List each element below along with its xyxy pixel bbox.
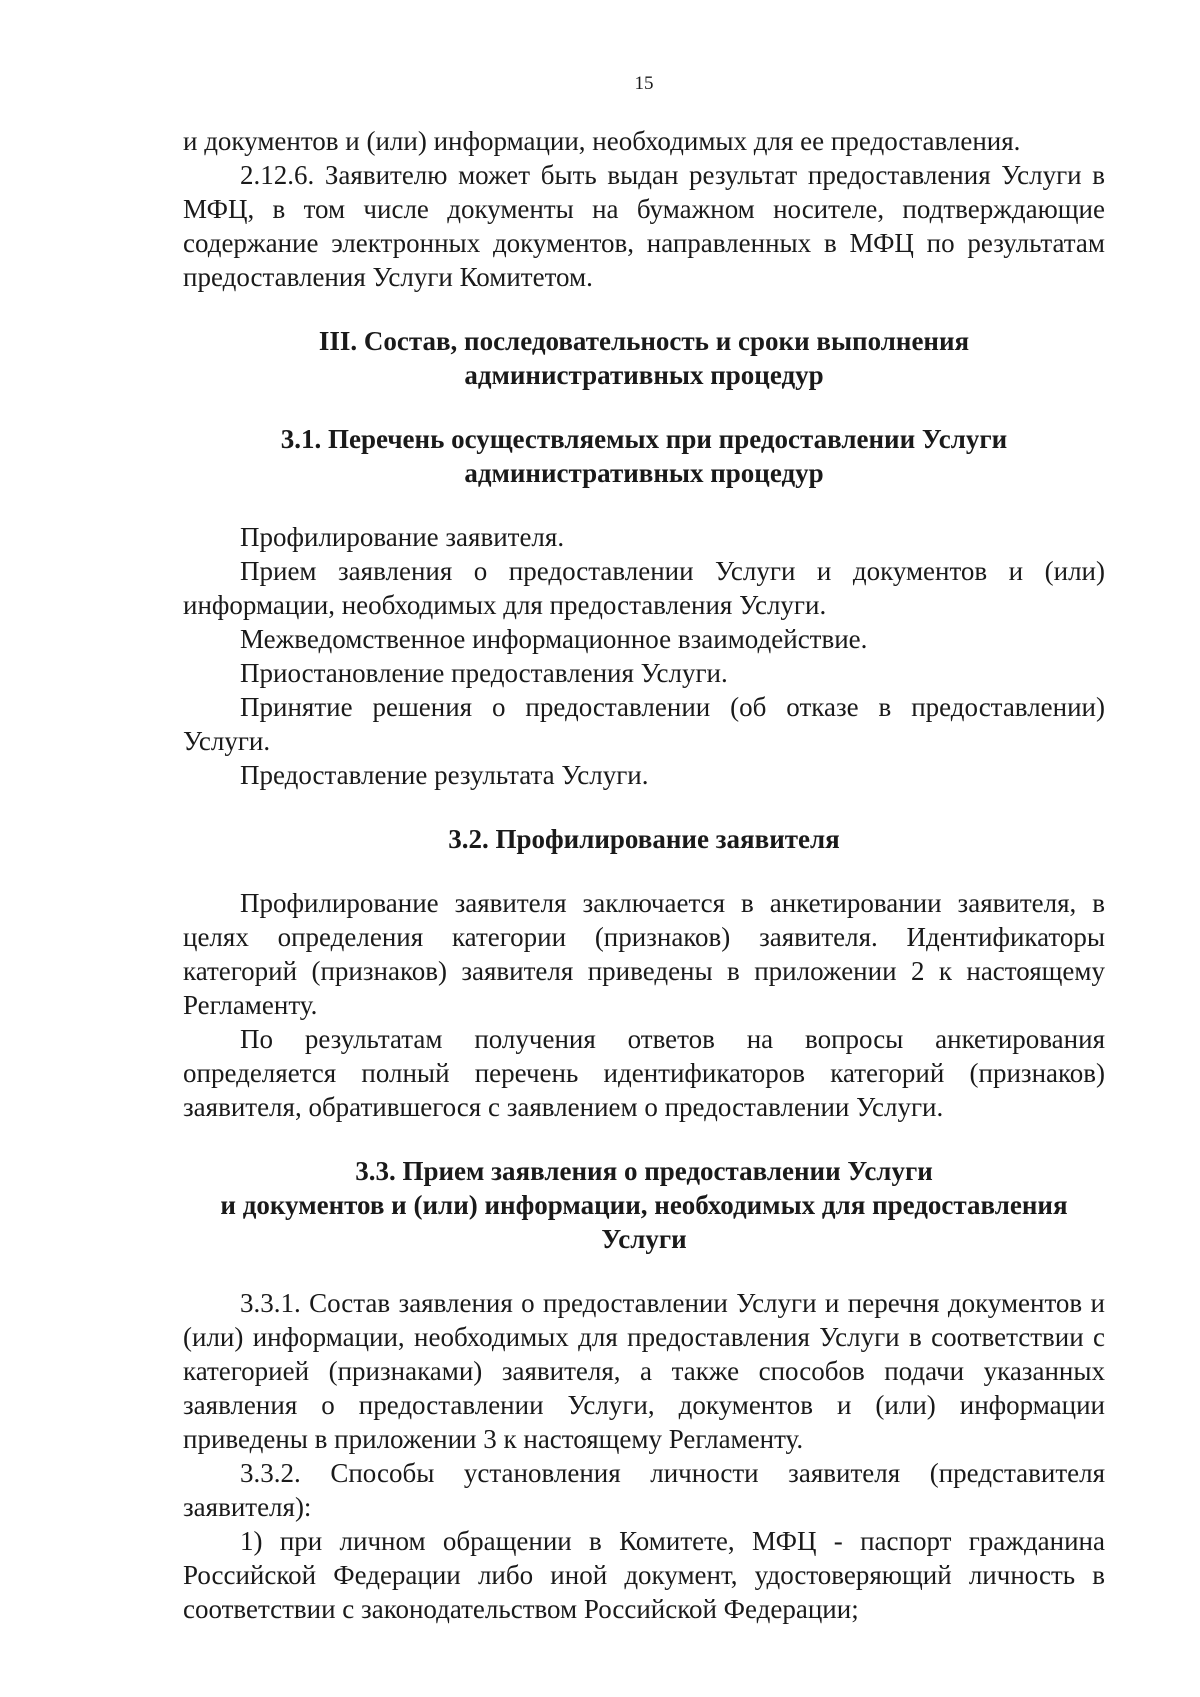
- subsection-3-1-heading-line2: административных процедур: [464, 458, 824, 488]
- procedure-item-6: Предоставление результата Услуги.: [240, 760, 649, 790]
- subsection-3-1-heading-line1: 3.1. Перечень осуществляемых при предоставлении Услуги: [280, 424, 1008, 454]
- subsection-3-3-heading-line2: и документов и (или) информации, необходимых для предоставления: [220, 1190, 1068, 1220]
- procedure-item-5: Принятие решения о предоставлении (об отказе в предоставлении) Услуги.: [183, 692, 1105, 756]
- paragraph-3-3-2-item-1: 1) при личном обращении в Комитете, МФЦ - паспорт гражданина Российской Федерации либо иной документ, удостоверяющий личность в соответствии с законодательством Российской Федерации;: [183, 1526, 1105, 1624]
- section-3-heading-line1: III. Состав, последовательность и сроки выполнения: [318, 326, 970, 356]
- subsection-3-3-heading-line3: Услуги: [601, 1224, 687, 1254]
- procedure-item-1: Профилирование заявителя.: [240, 522, 565, 552]
- paragraph-3-3-1: 3.3.1. Состав заявления о предоставлении Услуги и перечня документов и (или) информации, необходимых для предоставления Услуги в соответствии с категорией (признаками) заявителя, а также способов подачи указанных заявления о предоставлении Услуги, документов и (или) информации приведены в приложении 3 к настоящему Регламенту.: [183, 1288, 1105, 1454]
- paragraph-3-3-2: 3.3.2. Способы установления личности заявителя (представителя заявителя):: [183, 1458, 1105, 1522]
- subsection-3-2-heading: 3.2. Профилирование заявителя: [448, 824, 840, 854]
- paragraph-2-12-6: 2.12.6. Заявителю может быть выдан результат предоставления Услуги в МФЦ, в том числе документы на бумажном носителе, подтверждающие содержание электронных документов, направленных в МФЦ по результатам предоставления Услуги Комитетом.: [183, 160, 1105, 292]
- paragraph-3-2-a: Профилирование заявителя заключается в анкетировании заявителя, в целях определения категории (признаков) заявителя. Идентификаторы категорий (признаков) заявителя приведены в приложении 2 к настоящему Регламенту.: [183, 888, 1105, 1020]
- procedure-item-3: Межведомственное информационное взаимодействие.: [240, 624, 868, 654]
- procedure-item-2: Прием заявления о предоставлении Услуги и документов и (или) информации, необходимых для предоставления Услуги.: [183, 556, 1105, 620]
- document-page: [183, 72, 1105, 1626]
- paragraph-3-2-b: По результатам получения ответов на вопросы анкетирования определяется полный перечень идентификаторов категорий (признаков) заявителя, обратившегося с заявлением о предоставлении Услуги.: [183, 1024, 1105, 1122]
- paragraph-continuation: и документов и (или) информации, необходимых для ее предоставления.: [183, 126, 1021, 156]
- procedure-item-4: Приостановление предоставления Услуги.: [240, 658, 728, 688]
- subsection-3-3-heading-line1: 3.3. Прием заявления о предоставлении Услуги: [355, 1156, 933, 1186]
- section-3-heading-line2: административных процедур: [464, 360, 824, 390]
- page-number: 15: [634, 73, 654, 94]
